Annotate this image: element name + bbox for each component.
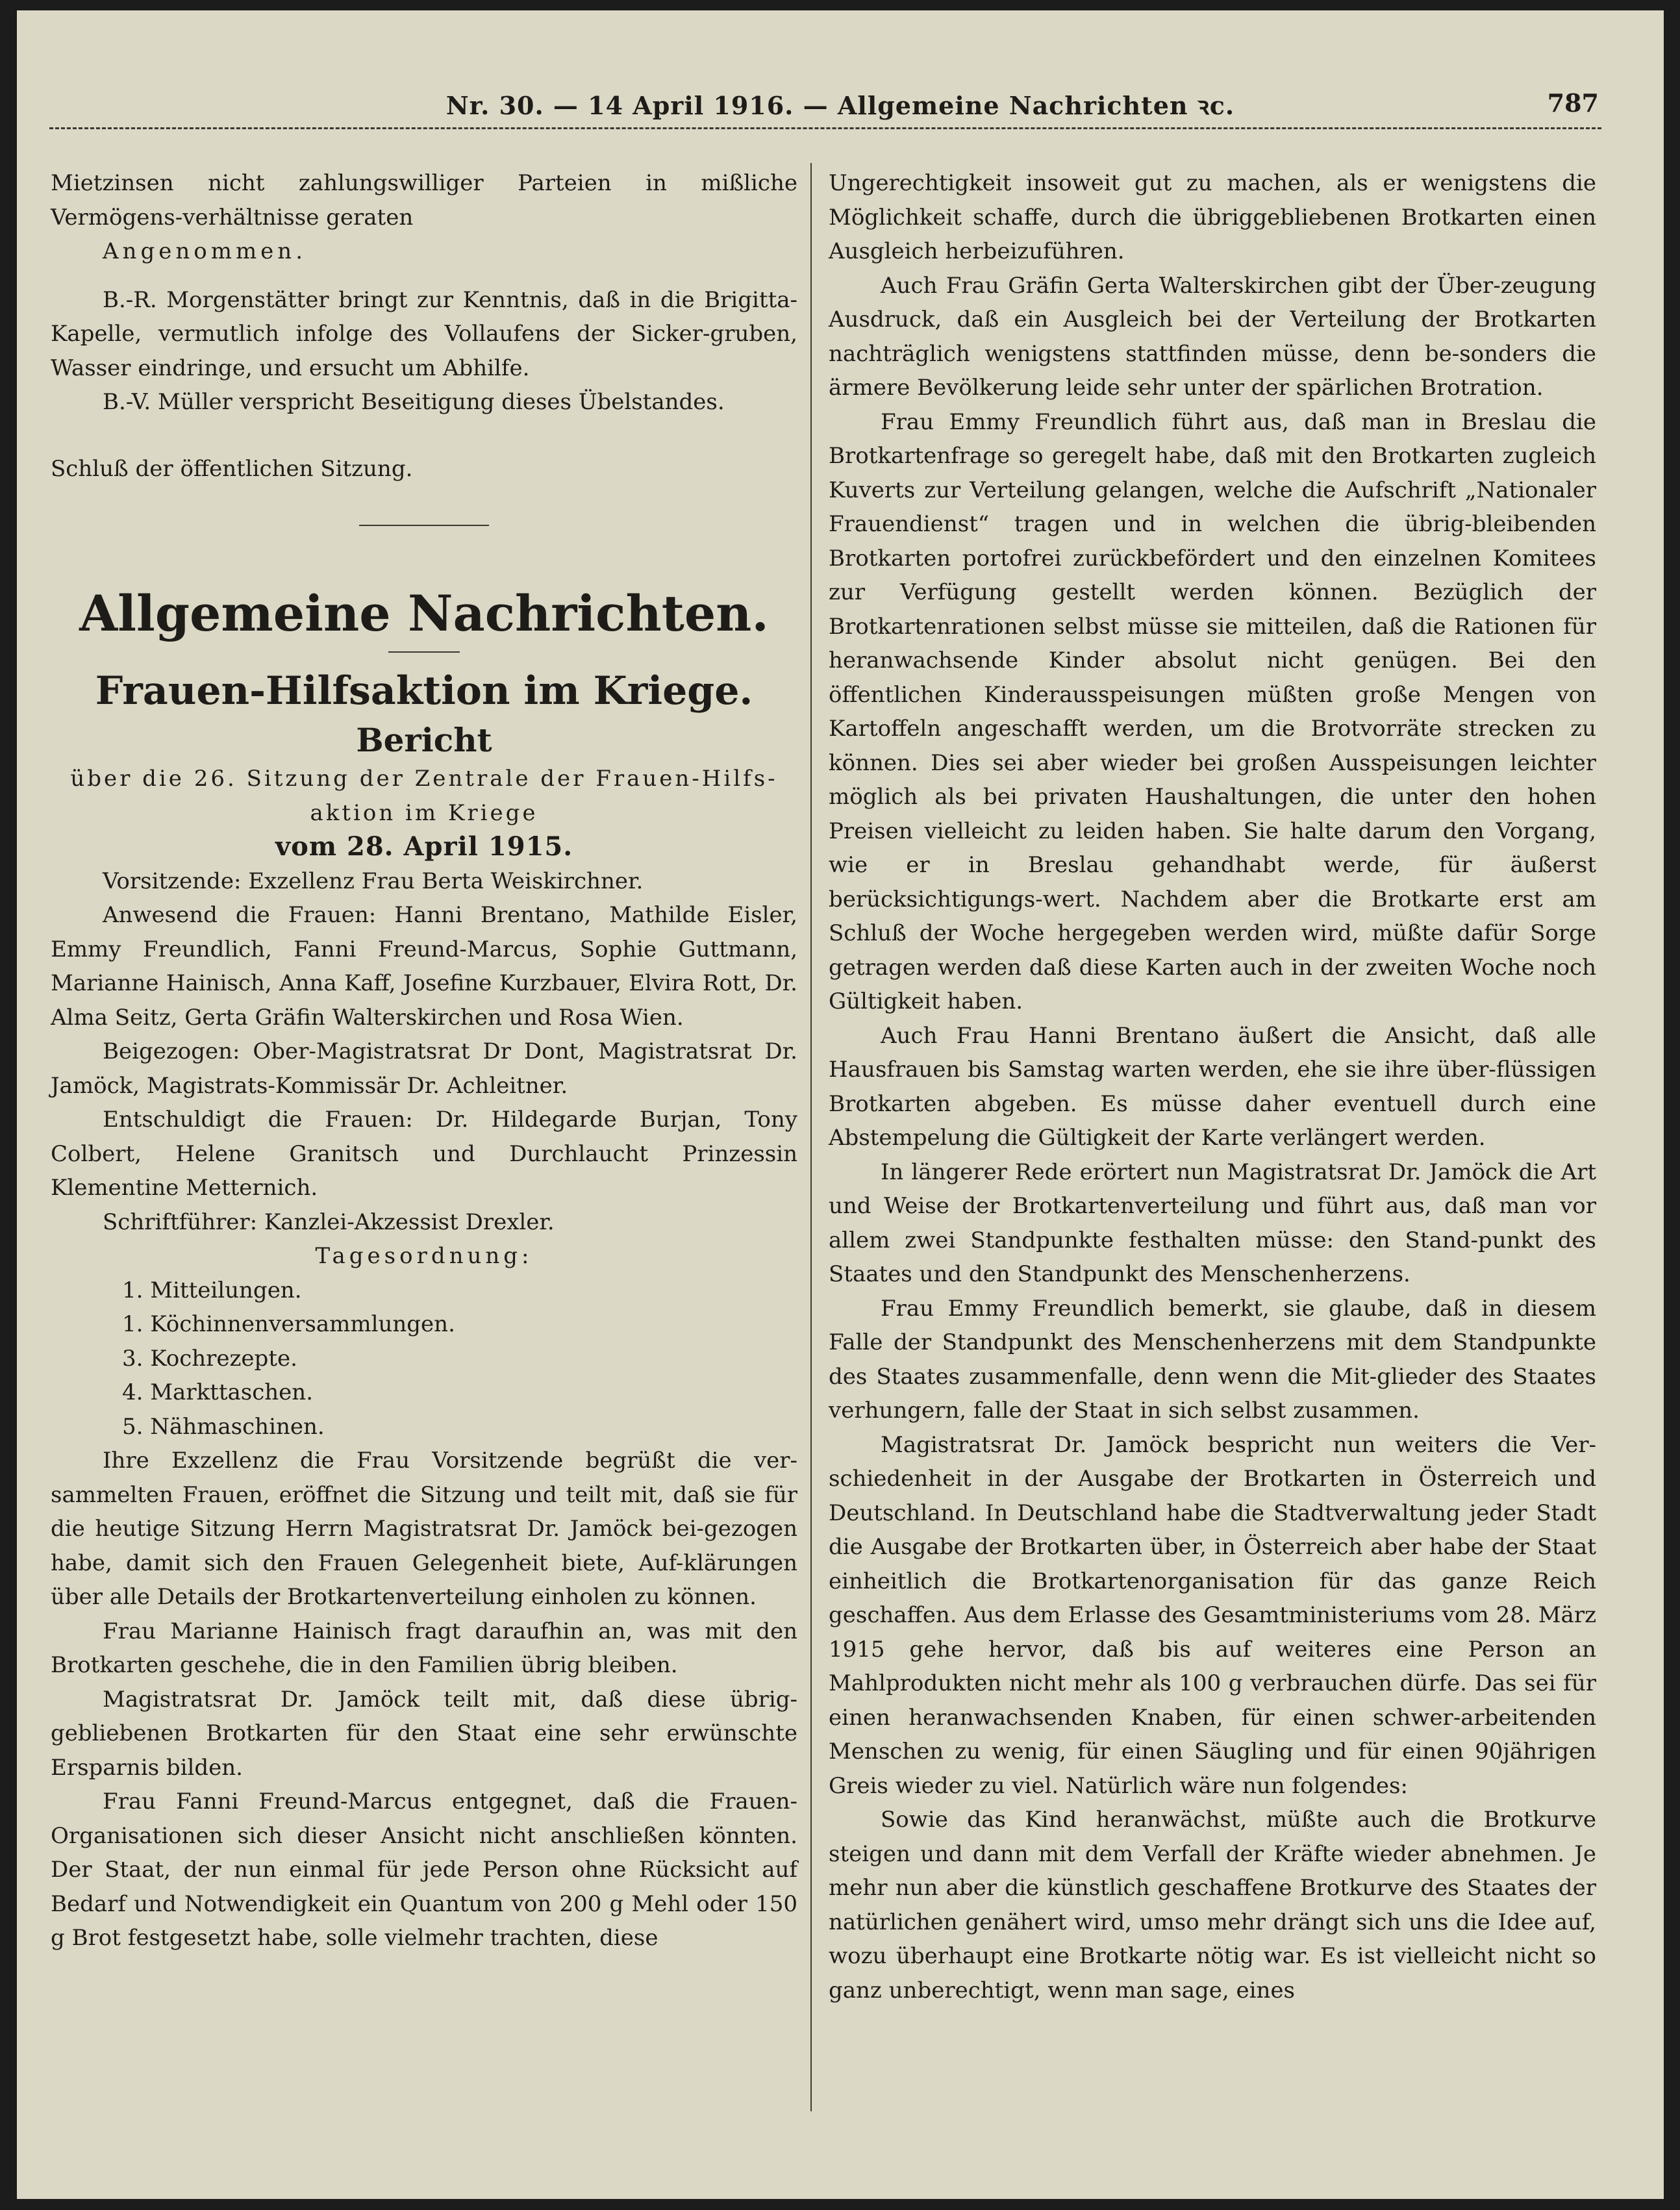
paragraph: Ihre Exzellenz die Frau Vorsitzende begrüßt die ver-sammelten Frauen, eröffnet die Sitzung und teilt mit, daß sie für die heutige Sitzung Herrn Magistratsrat Dr. Jamöck bei-gezogen habe, damit sich den Frauen Gelegenheit biete, Auf-klärungen über alle Details der Brotkartenverteilung einholen zu können. — [51, 1448, 797, 1610]
newspaper-page — [17, 10, 1664, 2199]
agenda-title: Tagesordnung: — [315, 1243, 533, 1269]
paragraph: Frau Emmy Freundlich bemerkt, sie glaube, daß in diesem Falle der Standpunkt des Menschenherzens mit dem Standpunkte des Staates zusammenfalle, denn wenn die Mit-glieder des Staates verhungern, falle der Staat in sich selbst zusammen. — [829, 1295, 1596, 1424]
paragraph: Schluß der öffentlichen Sitzung. — [51, 455, 413, 482]
paragraph: In längerer Rede erörtert nun Magistratsrat Dr. Jamöck die Art und Weise der Brotkartenverteilung und führt aus, daß man vor allem zwei Standpunkte festhalten müsse: den Stand-punkt des Staates und den Standpunkt des Menschenherzens. — [829, 1159, 1596, 1287]
agenda-item: 1. Köchinnenversammlungen. — [122, 1311, 455, 1337]
secretary-line: Schriftführer: Kanzlei-Akzessist Drexler. — [103, 1209, 555, 1235]
agenda-list — [51, 1274, 797, 1444]
paragraph: Magistratsrat Dr. Jamöck teilt mit, daß diese übrig-gebliebenen Brotkarten für den Staat eine sehr erwünschte Ersparnis bilden. — [51, 1686, 797, 1781]
report-subtitle: über die 26. Sitzung der Zentrale der Frauen-Hilfs-aktion im Kriege — [70, 766, 778, 826]
heading-divider — [388, 651, 460, 653]
running-title: Nr. 30. — 14 April 1916. — Allgemeine Nachrichten ꝛc. — [445, 91, 1235, 120]
page-number: 787 — [1547, 88, 1599, 118]
agenda-item: 4. Markttaschen. — [122, 1379, 313, 1405]
present-line: Anwesend die Frauen: Hanni Brentano, Mathilde Eisler, Emmy Freundlich, Fanni Freund-Marcus, Sophie Guttmann, Marianne Hainisch, Anna Kaff, Josefine Kurzbauer, Elvira Rott, Dr. Alma Seitz, Gerta Gräfin Walterskirchen und Rosa Wien. — [51, 902, 797, 1031]
agenda-item: 3. Kochrezepte. — [122, 1345, 297, 1372]
column-divider — [810, 163, 812, 2111]
section-heading: Frauen-Hilfsaktion im Kriege. — [95, 668, 753, 714]
paragraph: Frau Marianne Hainisch fragt daraufhin an, was mit den Brotkarten geschehe, die in den Familien übrig bleiben. — [51, 1618, 797, 1678]
section-divider — [359, 525, 489, 526]
paragraph: Magistratsrat Dr. Jamöck bespricht nun weiters die Ver-schiedenheit in der Ausgabe der Brotkarten in Österreich und Deutschland. In Deutschland habe die Stadtverwaltung jeder Stadt die Ausgabe der Brotkarten über, in Österreich aber habe der Staat einheitlich die Brotkartenorganisation für das ganze Reich geschaffen. Aus dem Erlasse des Gesamtministeriums vom 28. März 1915 gehe hervor, daß bis auf weiteres eine Person an Mahlprodukten nicht mehr als 100 g verbrauchen dürfe. Das sei für einen heranwachsenden Knaben, für einen schwer-arbeitenden Menschen zu wenig, für einen Säugling und für einen 90jährigen Greis wieder zu viel. Natürlich wäre nun folgendes: — [829, 1431, 1596, 1799]
paragraph: Sowie das Kind heranwächst, müßte auch die Brotkurve steigen und dann mit dem Verfall der Kräfte wieder abnehmen. Je mehr nun aber die künstlich geschaffene Brotkurve des Staates der natürlichen genähert wird, umso mehr drängt sich uns die Idee auf, wozu überhaupt eine Brotkarte nötig war. Es ist vielleicht nicht so ganz unberechtigt, wenn man sage, eines — [829, 1807, 1596, 2003]
paragraph-result: Angenommen. — [103, 238, 307, 264]
report-heading: Bericht — [356, 721, 492, 759]
paragraph: B.-V. Müller verspricht Beseitigung dieses Übelstandes. — [103, 389, 725, 415]
paragraph: B.-R. Morgenstätter bringt zur Kenntnis, daß in die Brigitta-Kapelle, vermutlich infolge des Vollaufens der Sicker-gruben, Wasser eindringe, und ersucht um Abhilfe. — [51, 286, 797, 381]
paragraph: Auch Frau Hanni Brentano äußert die Ansicht, daß alle Hausfrauen bis Samstag warten werden, ehe sie ihre über-flüssigen Brotkarten abgeben. Es müsse daher eventuell durch eine Abstempelung die Gültigkeit der Karte verlängert werden. — [829, 1022, 1596, 1151]
chair-line: Vorsitzende: Exzellenz Frau Berta Weiskirchner. — [103, 868, 644, 894]
left-column — [51, 166, 797, 1955]
header-divider — [49, 127, 1601, 129]
agenda-item: 1. Mitteilungen. — [122, 1277, 302, 1303]
paragraph: Frau Fanni Freund-Marcus entgegnet, daß die Frauen-Organisationen sich dieser Ansicht nicht anschließen könnten. Der Staat, der nun einmal für jede Person ohne Rücksicht auf Bedarf und Notwendigkeit ein Quantum von 200 g Mehl oder 150 g Brot festgesetzt habe, solle vielmehr trachten, diese — [51, 1789, 797, 1951]
excused-line: Entschuldigt die Frauen: Dr. Hildegarde Burjan, Tony Colbert, Helene Granitsch und Durchlaucht Prinzessin Klementine Metternich. — [51, 1107, 797, 1201]
agenda-item: 5. Nähmaschinen. — [122, 1413, 325, 1440]
right-column — [829, 166, 1596, 2007]
main-heading: Allgemeine Nachrichten. — [79, 584, 769, 642]
paragraph: Auch Frau Gräfin Gerta Walterskirchen gibt der Über-zeugung Ausdruck, daß ein Ausgleich bei der Verteilung der Brotkarten nachträglich wenigstens stattfinden müsse, denn be-sonders die ärmere Bevölkerung leide sehr unter der spärlichen Brotration. — [829, 272, 1596, 401]
paragraph: Mietzinsen nicht zahlungswilliger Parteien in mißliche Vermögens-verhältnisse geraten — [51, 170, 797, 231]
invited-line: Beigezogen: Ober-Magistratsrat Dr Dont, Magistratsrat Dr. Jamöck, Magistrats-Kommissär Dr. Achleitner. — [51, 1038, 797, 1099]
paragraph: Frau Emmy Freundlich führt aus, daß man in Breslau die Brotkartenfrage so geregelt habe, daß mit den Brotkarten zugleich Kuverts zur Verteilung gelangen, welche die Aufschrift „Nationaler Frauendienst“ tragen und in welchen die übrig-bleibenden Brotkarten portofrei zurückbefördert und den einzelnen Komitees zur Verfügung gestellt werden können. Bezüglich der Brotkartenrationen selbst müsse sie mitteilen, daß die Rationen für heranwachsende Kinder absolut nicht genügen. Bei den öffentlichen Kinderausspeisungen müßten große Mengen von Kartoffeln angeschafft werden, um die Brotvorräte strecken zu können. Dies sei aber wieder bei großen Ausspeisungen leichter möglich als bei privaten Haushaltungen, die unter den hohen Preisen vielleicht zu leiden haben. Sie halte darum den Vorgang, wie er in Breslau gehandhabt werde, für äußerst berücksichtigungs-wert. Nachdem aber die Brotkarte erst am Schluß der Woche hergegeben werden wird, müßte dafür Sorge getragen werden daß diese Karten auch in der zweiten Woche noch Gültigkeit haben. — [829, 408, 1596, 1014]
paragraph: Ungerechtigkeit insoweit gut zu machen, als er wenigstens die Möglichkeit schaffe, durch die übriggebliebenen Brotkarten einen Ausgleich herbeizuführen. — [829, 170, 1596, 264]
report-date: vom 28. April 1915. — [275, 831, 573, 862]
